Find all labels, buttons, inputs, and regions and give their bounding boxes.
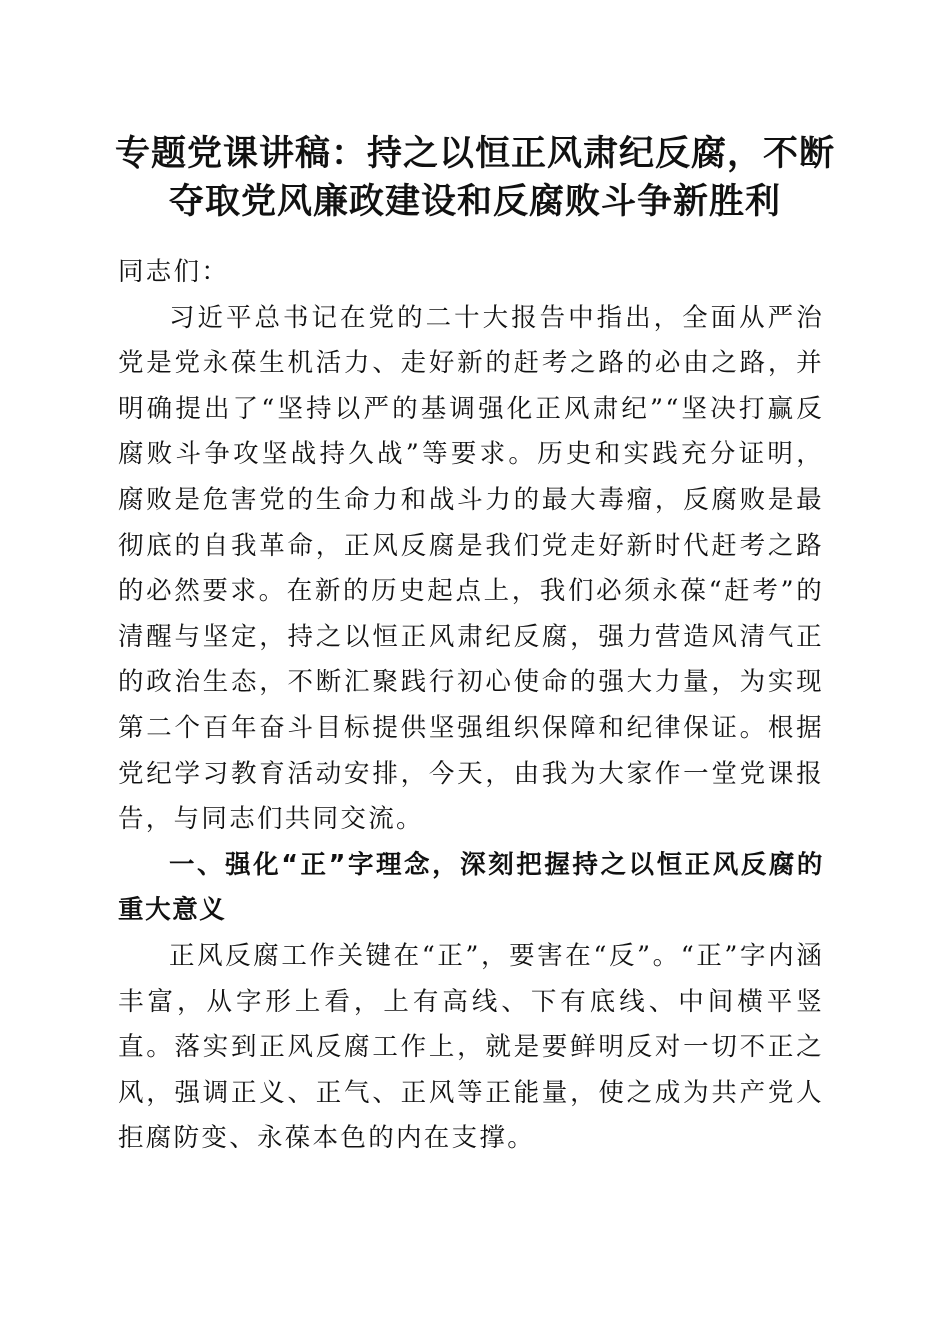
document-body <box>118 250 824 1162</box>
salutation: 同志们： <box>118 257 230 287</box>
intro-paragraph: 习近平总书记在党的二十大报告中指出，全面从严治党是党永葆生机活力、走好新的赶考之路的必由之路，并明确提出了“坚持以严的基调强化正风肃纪”“坚决打赢反腐败斗争攻坚战持久战”等要求。历史和实践充分证明，腐败是危害党的生命力和战斗力的最大毒瘤，反腐败是最彻底的自我革命，正风反腐是我们党走好新时代赶考之路的必然要求。在新的历史起点上，我们必须永葆“赶考”的清醒与坚定，持之以恒正风肃纪反腐，强力营造风清气正的政治生态，不断汇聚践行初心使命的强大力量，为实现第二个百年奋斗目标提供坚强组织保障和纪律保证。根据党纪学习教育活动安排，今天，由我为大家作一堂党课报告，与同志们共同交流。 <box>118 302 824 835</box>
section-heading-1: 一、强化“正”字理念，深刻把握持之以恒正风反腐的重大意义 <box>118 849 824 926</box>
section-1-paragraph: 正风反腐工作关键在“正”，要害在“反”。“正”字内涵丰富，从字形上看，上有高线、下有底线、中间横平竖直。落实到正风反腐工作上，就是要鲜明反对一切不正之风，强调正义、正气、正风等正能量，使之成为共产党人拒腐防变、永葆本色的内在支撑。 <box>118 940 824 1154</box>
document-title: 专题党课讲稿：持之以恒正风肃纪反腐，不断夺取党风廉政建设和反腐败斗争新胜利 <box>114 133 835 222</box>
